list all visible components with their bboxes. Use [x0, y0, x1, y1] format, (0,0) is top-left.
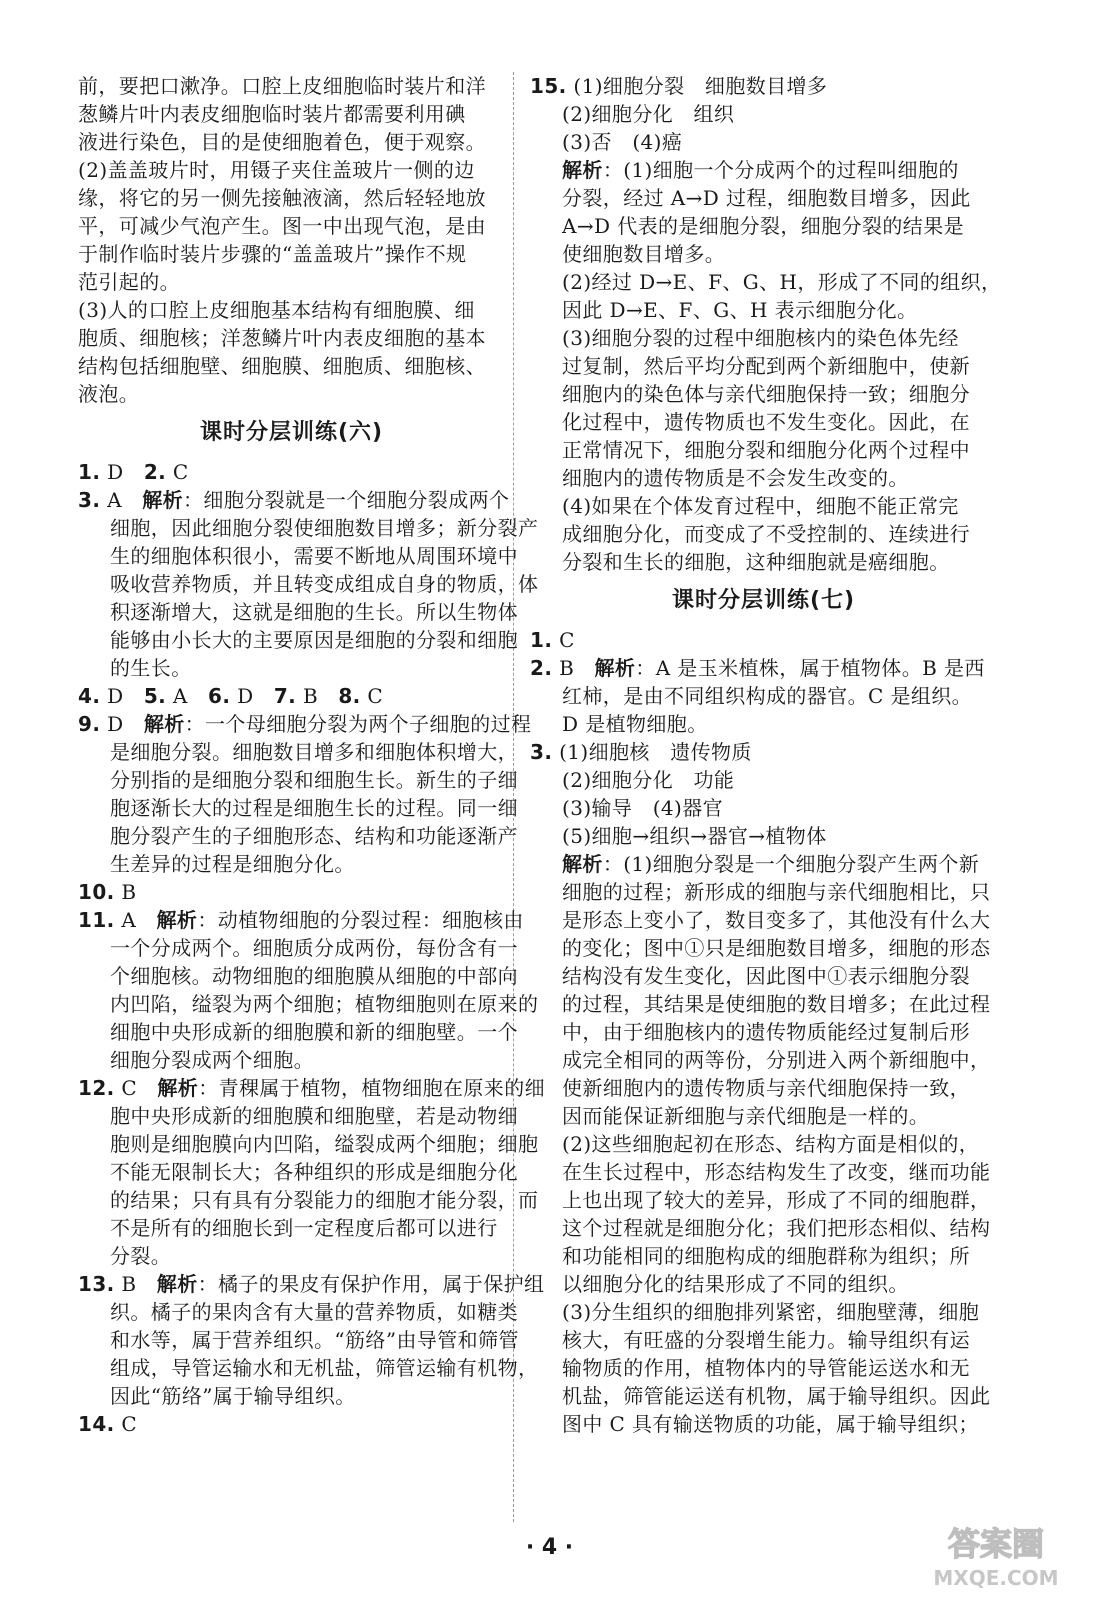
text-line: 积逐渐增大，这就是细胞的生长。所以生物体	[110, 600, 518, 624]
answer-text: (2)细胞分化 组织	[562, 102, 735, 126]
answer-letter: B	[302, 684, 319, 708]
analysis-text: ：(1)细胞一个分成两个的过程叫细胞的	[602, 158, 959, 182]
text-line: 不能无限制长大；各种组织的形成是细胞分化	[110, 1160, 518, 1184]
question-number: 2.	[143, 460, 167, 484]
text-line: 过复制，然后平均分配到两个新细胞中，使新	[562, 354, 970, 378]
analysis-text: ：细胞分裂就是一个细胞分裂成两个	[183, 488, 510, 512]
text-line: 织。橘子的果肉含有大量的营养物质，如糖类	[110, 1300, 518, 1324]
text-line: 吸收营养物质，并且转变成组成自身的物质，体	[110, 572, 539, 596]
analysis-label: 解析	[562, 852, 603, 876]
text-line: (2)盖盖玻片时，用镊子夹住盖玻片一侧的边	[78, 158, 475, 182]
analysis-text: ：动植物细胞的分裂过程：细胞核由	[197, 908, 524, 932]
text-line: 一个分成两个。细胞质分成两份，每份含有一	[110, 936, 518, 960]
text-line: 细胞中央形成新的细胞膜和新的细胞壁。一个	[110, 1020, 518, 1044]
text-line: 葱鳞片叶内表皮细胞临时装片都需要利用碘	[78, 102, 466, 126]
text-line: 结构包括细胞壁、细胞膜、细胞质、细胞核、	[78, 354, 486, 378]
analysis-text: ：橘子的果皮有保护作用，属于保护组	[197, 1272, 545, 1296]
answer-row-q1-q2	[78, 458, 505, 486]
question-number: 13.	[78, 1272, 115, 1296]
question-number: 9.	[78, 712, 101, 736]
question-number: 1.	[78, 460, 101, 484]
text-line: 细胞的过程；新形成的细胞与亲代细胞相比，只	[562, 880, 991, 904]
question-number: 3.	[78, 488, 101, 512]
question-number: 5.	[143, 684, 167, 708]
text-line: 因而能保证新细胞与亲代细胞是一样的。	[562, 1104, 930, 1128]
answer-letter: B	[121, 1272, 137, 1296]
text-line: 的结果；只有具有分裂能力的细胞才能分裂，而	[110, 1188, 539, 1212]
watermark-logo	[921, 1515, 1071, 1593]
text-line: 细胞内的遗传物质是不会发生改变的。	[562, 466, 909, 490]
question-9	[78, 710, 532, 878]
text-line: 胞质、细胞核；洋葱鳞片叶内表皮细胞的基本	[78, 326, 486, 350]
answer-letter: A	[107, 488, 122, 512]
text-line: 的过程，其结果是使细胞的数目增多；在此过程	[562, 992, 991, 1016]
answer-text: (5)细胞→组织→器官→植物体	[562, 824, 827, 848]
text-line: 胞则是细胞膜向内凹陷，缢裂成两个细胞；细胞	[110, 1132, 539, 1156]
text-line: 和功能相同的细胞构成的细胞群称为组织；所	[562, 1244, 970, 1268]
question-1	[530, 626, 997, 654]
text-line: 使新细胞内的遗传物质与亲代细胞保持一致，	[562, 1076, 970, 1100]
text-line: 液进行染色，目的是使细胞着色，便于观察。	[78, 130, 486, 154]
text-line: 是细胞分裂。细胞数目增多和细胞体积增大，	[110, 740, 518, 764]
answer-letter: D	[107, 684, 124, 708]
answer-letter: C	[172, 460, 189, 484]
question-10	[78, 878, 505, 906]
text-line: (2)经过 D→E、F、G、H，形成了不同的组织，	[562, 270, 1002, 294]
answer-row-q4-q8	[78, 682, 505, 710]
text-line: 的生长。	[110, 656, 192, 680]
analysis-text: ：一个母细胞分裂为两个子细胞的过程	[184, 712, 532, 736]
answer-text: (3)输导 (4)器官	[562, 796, 724, 820]
answer-text: (3)否 (4)癌	[562, 130, 683, 154]
question-number: 6.	[208, 684, 231, 708]
answer-letter: D	[237, 684, 254, 708]
text-line: (2)这些细胞起初在形态、结构方面是相似的，	[562, 1132, 980, 1156]
text-line: 的变化；图中①只是细胞数目增多，细胞的形态	[562, 936, 991, 960]
text-line: 细胞分裂成两个细胞。	[110, 1048, 314, 1072]
text-line: 组成，导管运输水和无机盐，筛管运输有机物，	[110, 1356, 539, 1380]
page-number: · 4 ·	[525, 1535, 574, 1560]
text-line: 胞分裂产生的子细胞形态、结构和功能逐渐产	[110, 824, 518, 848]
question-12	[78, 1074, 546, 1270]
text-line: 输物质的作用，植物体内的导管能运送水和无	[562, 1356, 970, 1380]
question-11	[78, 906, 539, 1074]
question-15	[530, 72, 1002, 576]
text-line: 分裂。	[110, 1244, 172, 1268]
text-line: 内凹陷，缢裂为两个细胞；植物细胞则在原来的	[110, 992, 539, 1016]
text-line: (4)如果在个体发育过程中，细胞不能正常完	[562, 494, 959, 518]
analysis-label: 解析	[142, 488, 184, 512]
text-line: 能够由小长大的主要原因是细胞的分裂和细胞	[110, 628, 518, 652]
analysis-text: ：(1)细胞分裂是一个细胞分裂产生两个新	[602, 852, 980, 876]
text-line: 平，可减少气泡产生。图一中出现气泡，是由	[78, 214, 486, 238]
question-number: 1.	[530, 628, 553, 652]
text-line: 缘，将它的另一侧先接触液滴，然后轻轻地放	[78, 186, 486, 210]
analysis-label: 解析	[143, 712, 185, 736]
answer-letter: C	[367, 684, 384, 708]
text-line: 分裂和生长的细胞，这种细胞就是癌细胞。	[562, 550, 950, 574]
text-line: 化过程中，遗传物质也不发生变化。因此，在	[562, 410, 970, 434]
text-line: 因此 D→E、F、G、H 表示细胞分化。	[562, 298, 918, 322]
continued-explanation	[78, 72, 505, 408]
text-line: 红柿，是由不同组织构成的器官。C 是组织。	[562, 684, 973, 708]
text-line: 正常情况下，细胞分裂和细胞分化两个过程中	[562, 438, 970, 462]
right-column	[530, 72, 1002, 1438]
answer-text: (1)细胞分裂 细胞数目增多	[573, 74, 828, 98]
text-line: 胞逐渐长大的过程是细胞生长的过程。同一细	[110, 796, 518, 820]
text-line: 中，由于细胞核内的遗传物质能经过复制后形	[562, 1020, 970, 1044]
text-line: (3)分生组织的细胞排列紧密，细胞壁薄，细胞	[562, 1300, 980, 1324]
text-line: 在生长过程中，形态结构发生了改变，继而功能	[562, 1160, 991, 1184]
analysis-label: 解析	[156, 1272, 198, 1296]
text-line: 是形态上变小了，数目变多了，其他没有什么大	[562, 908, 991, 932]
question-3	[78, 486, 539, 682]
text-line: 成细胞分化，而变成了不受控制的、连续进行	[562, 522, 970, 546]
text-line: 使细胞数目增多。	[562, 242, 726, 266]
text-line: 个细胞核。动物细胞的细胞膜从细胞的中部向	[110, 964, 518, 988]
text-line: 液泡。	[78, 382, 140, 406]
text-line: 和水等，属于营养组织。“筋络”由导管和筛管	[110, 1328, 519, 1352]
analysis-text: ：青稞属于植物，植物细胞在原来的细	[198, 1076, 546, 1100]
watermark-site: MXQE.COM	[933, 1566, 1059, 1590]
question-number: 15.	[530, 74, 567, 98]
text-line: 这个过程就是细胞分化；我们把形态相似、结构	[562, 1216, 991, 1240]
question-number: 14.	[78, 1412, 115, 1436]
answer-letter: B	[121, 880, 137, 904]
text-line: 结构没有发生变化，因此图中①表示细胞分裂	[562, 964, 970, 988]
text-line: 图中 C 具有输送物质的功能，属于输导组织；	[562, 1412, 979, 1436]
text-line: 分裂，经过 A→D 过程，细胞数目增多，因此	[562, 186, 971, 210]
text-line: (3)细胞分裂的过程中细胞核内的染色体先经	[562, 326, 959, 350]
text-line: 因此“筋络”属于输导组织。	[110, 1384, 356, 1408]
text-line: 分别指的是细胞分裂和细胞生长。新生的子细	[110, 768, 518, 792]
answer-letter: A	[121, 908, 137, 932]
analysis-label: 解析	[156, 908, 198, 932]
question-number: 10.	[78, 880, 115, 904]
text-line: 核大，有旺盛的分裂增生能力。输导组织有运	[562, 1328, 970, 1352]
text-line: 范引起的。	[78, 270, 180, 294]
text-line: 以细胞分化的结果形成了不同的组织。	[562, 1272, 909, 1296]
text-line: 生差异的过程是细胞分化。	[110, 852, 355, 876]
analysis-label: 解析	[562, 158, 603, 182]
answer-letter: A	[172, 684, 188, 708]
text-line: 成完全相同的两等份，分别进入两个新细胞中，	[562, 1048, 991, 1072]
text-line: 上也出现了较大的差异，形成了不同的细胞群，	[562, 1188, 991, 1212]
left-column	[78, 72, 546, 1438]
text-line: 细胞，因此细胞分裂使细胞数目增多；新分裂产	[110, 516, 539, 540]
text-line: 不是所有的细胞长到一定程度后都可以进行	[110, 1216, 498, 1240]
answer-letter: C	[559, 628, 575, 652]
question-number: 3.	[530, 740, 553, 764]
question-number: 7.	[273, 684, 297, 708]
question-number: 2.	[530, 656, 553, 680]
text-line: D 是植物细胞。	[562, 712, 708, 736]
text-line: 生的细胞体积很小，需要不断地从周围环境中	[110, 544, 518, 568]
text-line: (3)人的口腔上皮细胞基本结构有细胞膜、细	[78, 298, 475, 322]
section-heading: 课时分层训练(六)	[199, 420, 384, 445]
question-2	[530, 654, 997, 738]
text-line: 前，要把口漱净。口腔上皮细胞临时装片和洋	[78, 74, 486, 98]
text-line: 胞中央形成新的细胞膜和细胞壁，若是动物细	[110, 1104, 518, 1128]
answer-letter: C	[121, 1412, 138, 1436]
question-14	[78, 1410, 505, 1438]
analysis-label: 解析	[594, 656, 636, 680]
question-number: 11.	[78, 908, 115, 932]
question-number: 12.	[78, 1076, 115, 1100]
text-line: 于制作临时装片步骤的“盖盖玻片”操作不规	[78, 242, 467, 266]
answer-text: (2)细胞分化 功能	[562, 768, 735, 792]
answer-text: (1)细胞核 遗传物质	[559, 740, 752, 764]
question-number: 8.	[338, 684, 361, 708]
analysis-text: ：A 是玉米植株，属于植物体。B 是西	[635, 656, 985, 680]
question-3	[530, 738, 997, 1438]
answer-letter: C	[121, 1076, 138, 1100]
section-heading: 课时分层训练(七)	[671, 588, 856, 613]
answer-letter: B	[559, 656, 575, 680]
text-line: A→D 代表的是细胞分裂，细胞分裂的结果是	[562, 214, 964, 238]
analysis-label: 解析	[157, 1076, 199, 1100]
watermark-brand: 答案圈	[947, 1525, 1045, 1563]
question-number: 4.	[78, 684, 101, 708]
text-line: 细胞内的染色体与亲代细胞保持一致；细胞分	[562, 382, 970, 406]
question-13	[78, 1270, 545, 1410]
answer-letter: D	[107, 460, 124, 484]
answer-letter: D	[107, 712, 124, 736]
text-line: 机盐，筛管能运送有机物，属于输导组织。因此	[562, 1384, 991, 1408]
